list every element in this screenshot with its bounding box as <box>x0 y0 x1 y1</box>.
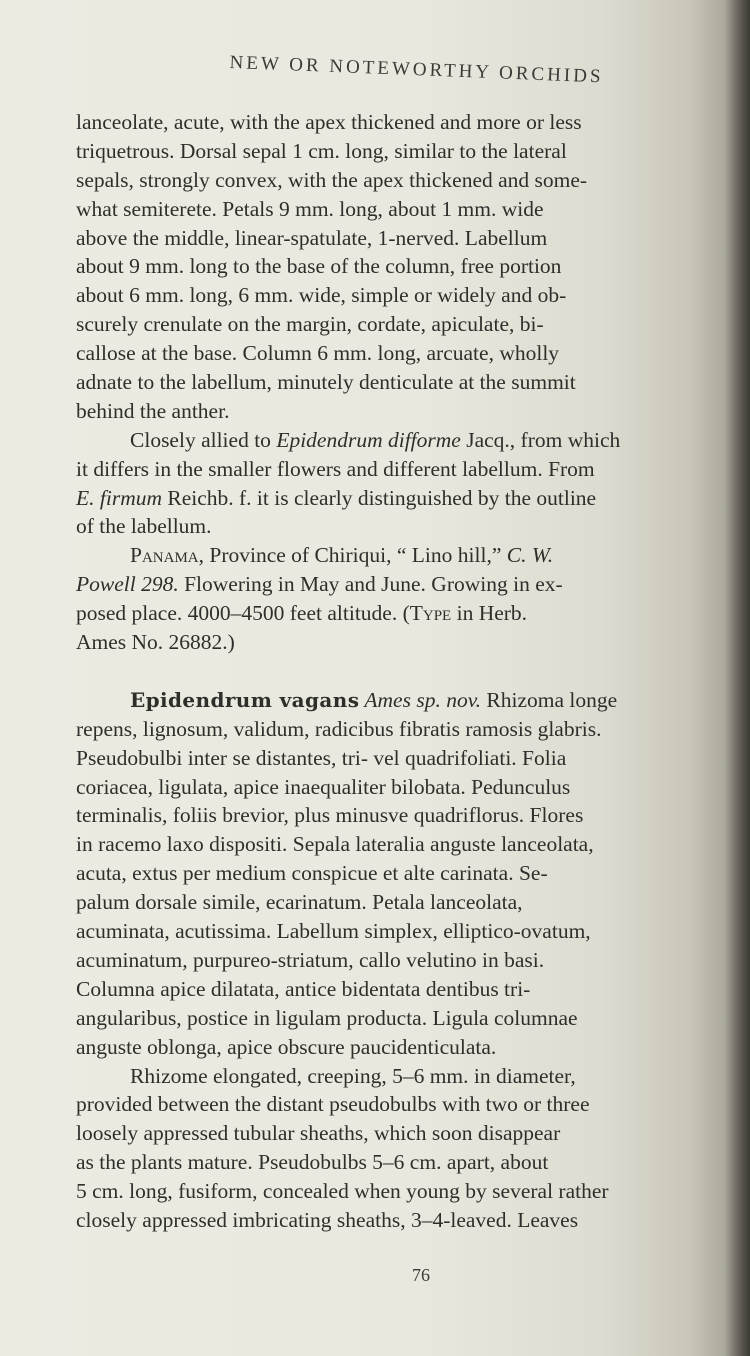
text-line: behind the anther. <box>76 398 230 423</box>
text-line: sepals, strongly convex, with the apex thickened and some- <box>76 167 588 192</box>
text-line: what semiterete. Petals 9 mm. long, about 1 mm. wide <box>76 196 544 221</box>
body-text <box>76 108 726 1235</box>
paragraph-english-description <box>76 1062 726 1235</box>
text-line: provided between the distant pseudobulbs with two or three <box>76 1092 590 1117</box>
collector-name: C. W. <box>506 543 554 568</box>
text-line: lanceolate, acute, with the apex thickened and more or less <box>76 110 582 134</box>
text-line: coriacea, ligulata, apice inaequaliter bilobata. Pedunculus <box>76 774 571 799</box>
species-authority: Ames sp. nov. <box>359 687 482 712</box>
text-run: Reichb. f. it is clearly distinguished by the outline <box>162 485 597 510</box>
text-run: Rhizoma longe <box>481 687 618 712</box>
text-line <box>76 484 726 513</box>
text-line: about 9 mm. long to the base of the column, free portion <box>76 254 562 279</box>
text-line: of the labellum. <box>76 514 212 539</box>
text-line: anguste oblonga, apice obscure paucidenticulata. <box>76 1034 497 1059</box>
text-line: angularibus, postice in ligulam producta. Ligula columnae <box>76 1005 578 1030</box>
text-line: acuminatum, purpureo-striatum, callo velutino in basi. <box>76 947 545 972</box>
text-run: , Province of Chiriqui, “ Lino hill,” <box>198 543 507 568</box>
text-line <box>76 541 726 570</box>
text-line: loosely appressed tubular sheaths, which soon disappear <box>76 1121 561 1146</box>
text-line: Pseudobulbi inter se distantes, tri- vel quadrifoliati. Folia <box>76 745 567 770</box>
species-name: E. firmum <box>76 485 162 510</box>
paragraph-latin-diagnosis <box>76 686 726 1062</box>
text-run: posed place. 4000–4500 feet altitude. ( <box>76 601 410 626</box>
text-line: Ames No. 26882.) <box>76 630 235 655</box>
text-run: Flowering in May and June. Growing in ex- <box>178 572 563 597</box>
collector-name: Powell 298. <box>76 572 179 597</box>
paragraph-description-end <box>76 108 726 426</box>
text-line: scurely crenulate on the margin, cordate, apiculate, bi- <box>76 312 544 337</box>
text-line: in racemo laxo dispositi. Sepala lateralia anguste lanceolata, <box>76 832 594 857</box>
paragraph-specimen <box>76 541 726 657</box>
text-line: acuminata, acutissima. Labellum simplex, elliptico-ovatum, <box>76 919 591 944</box>
text-line: Rhizome elongated, creeping, 5–6 mm. in diameter, <box>130 1063 576 1088</box>
species-name: Epidendrum difforme <box>276 427 461 452</box>
text-run: Closely allied to <box>130 427 277 452</box>
page-number: 76 <box>412 1265 430 1285</box>
text-line <box>76 426 726 455</box>
text-run: in Herb. <box>451 601 528 626</box>
text-line: closely appressed imbricating sheaths, 3–4-leaved. Leaves <box>76 1207 579 1232</box>
paragraph-gap <box>76 657 726 686</box>
text-line: repens, lignosum, validum, radicibus fibratis ramosis glabris. <box>76 716 602 741</box>
text-line: palum dorsale simile, ecarinatum. Petala lanceolata, <box>76 890 523 915</box>
text-line: acuta, extus per medium conspicue et alte carinata. Se- <box>76 861 548 886</box>
paragraph-affinity <box>76 426 726 542</box>
text-line: Columna apice dilatata, antice bidentata dentibus tri- <box>76 976 531 1001</box>
species-heading: Epidendrum vagans <box>130 687 360 712</box>
text-line: above the middle, linear-spatulate, 1-nerved. Labellum <box>76 225 548 250</box>
text-line: it differs in the smaller flowers and different labellum. From <box>76 456 595 481</box>
locality: Panama <box>130 543 199 568</box>
text-line: as the plants mature. Pseudobulbs 5–6 cm. apart, about <box>76 1150 549 1175</box>
running-head: NEW OR NOTEWORTHY ORCHIDS <box>229 52 604 88</box>
text-line: 5 cm. long, fusiform, concealed when young by several rather <box>76 1179 609 1204</box>
page-gutter-shadow <box>724 0 750 1356</box>
text-line <box>76 599 726 628</box>
text-run: Jacq., from which <box>460 427 621 452</box>
text-line <box>76 686 726 715</box>
text-line: about 6 mm. long, 6 mm. wide, simple or widely and ob- <box>76 283 567 308</box>
type-label: Type <box>409 601 452 626</box>
text-line: callose at the base. Column 6 mm. long, arcuate, wholly <box>76 341 560 366</box>
text-line: adnate to the labellum, minutely denticulate at the summit <box>76 370 576 395</box>
text-line: triquetrous. Dorsal sepal 1 cm. long, similar to the lateral <box>76 138 567 163</box>
text-line: terminalis, foliis brevior, plus minusve quadriflorus. Flores <box>76 803 584 828</box>
text-line <box>76 570 726 599</box>
